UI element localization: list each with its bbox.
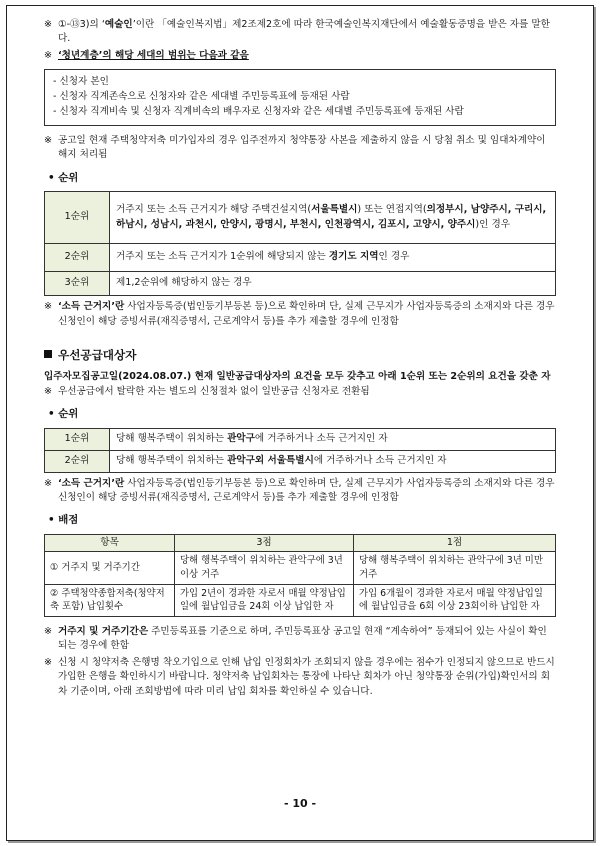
page-number: - 10 - [283, 797, 317, 810]
account-note: ※ 공고일 현재 주택청약저축 미가입자의 경우 입주전까지 청약통장 사본을 제출하지 않을 시 당첨 취소 및 임대차계약이 해지 처리됨 [44, 134, 546, 161]
list-item: - 신청자 직계존속으로 신청자와 같은 세대별 주민등록표에 등재된 사람 [53, 91, 350, 103]
note-mark: ※ [44, 301, 53, 313]
document-body [44, 18, 556, 701]
score-table [44, 534, 556, 617]
table-row: 1순위 거주지 또는 소득 근거지가 해당 주택건설지역(서울특별시) 또는 연접지역(의정부시, 남양주시, 구리시, 하남시, 성남시, 과천시, 안양시, 광명시, 부천시, 인천광역시, 김포시, 고양시, 양주시)인 경우 [45, 192, 556, 244]
transfer-note: ※ 우선공급에서 탈락한 자는 별도의 신청절차 없이 일반공급 신청자로 전환됨 [44, 385, 556, 399]
note-mark: ※ [44, 19, 53, 30]
table-row: 1순위 당해 행복주택이 위치하는 관악구에 거주하거나 소득 근거지인 자 [45, 428, 556, 450]
note-mark: ※ [44, 385, 53, 397]
rank-section-title: • 순위 [48, 171, 79, 184]
priority-condition: 입주자모집공고일(2024.08.07.) 현재 일반공급대상자의 요건을 모두 갖추고 아래 1순위 또는 2순위의 요건을 갖춘 자 [44, 371, 551, 383]
income-base-note: ※ ‘소득 근거지’란 사업자등록증(법인등기부등본 등)으로 확인하며 단, 실제 근무지가 사업자등록증의 소재지와 다른 경우 신청인이 해당 증빙서류(재직증명서, 근로계약서 등)를 추가 제출할 경우에 인정함 [44, 301, 555, 327]
table-row: 2순위 거주지 또는 소득 근거지가 1순위에 해당되지 않는 경기도 지역인 경우 [45, 244, 556, 272]
table-row: 2순위 당해 행복주택이 위치하는 관악구외 서울특별시에 거주하거나 소득 근거지인 자 [45, 450, 556, 472]
rank-table-2 [44, 428, 556, 473]
note-mark: ※ [44, 656, 53, 668]
table-row: ① 거주지 및 거주기간 당해 행복주택이 위치하는 관악구에 3년 이상 거주 당해 행복주택이 위치하는 관악구에 3년 미만 거주 [45, 552, 556, 584]
residence-note: ※ 거주지 및 거주기간은 주민등록표를 기준으로 하며, 주민등록표상 공고일 현재 “계속하여” 등재되어 있는 사실이 확인되는 경우에 한함 [44, 625, 547, 652]
priority-heading: 우선공급대상자 [44, 347, 556, 364]
score-section-title: • 배점 [48, 514, 79, 527]
youth-range-box [44, 69, 556, 126]
note-mark: ※ [44, 625, 53, 637]
note-mark: ※ [44, 49, 53, 61]
note-mark: ※ [44, 477, 53, 489]
rank-section-title: • 순위 [48, 408, 79, 421]
rank-table-1 [44, 191, 556, 296]
square-bullet-icon [44, 350, 52, 358]
income-base-note: ※ ‘소득 근거지’란 사업자등록증(법인등기부등본 등)으로 확인하며 단, 실제 근무지가 사업자등록증의 소재지와 다른 경우 신청인이 해당 증빙서류(재직증명서, 근로계약서 등)를 추가 제출할 경우에 인정함 [44, 477, 555, 504]
list-item: - 신청자 본인 [53, 76, 109, 88]
table-row: ② 주택청약종합저축(청약저축 포함) 납입횟수 가입 2년이 경과한 자로서 매월 약정납입일에 월납입금을 24회 이상 납입한 자 가입 6개월이 경과한 자로서 매월 약정납입일에 월납입금을 6회 이상 23회이하 납입한 자 [45, 584, 556, 616]
artist-definition-note: ※ ①-⑬3)의 ‘예술인’이란 「예술인복지법」제2조제2호에 따라 한국예술인복지재단에서 예술활동증명을 받은 자를 말한다. [44, 19, 550, 45]
table-row: 3순위 제1,2순위에 해당하지 않는 경우 [45, 272, 556, 296]
bank-note: ※ 신청 시 청약저축 은행명 착오기입으로 인해 납입 인정회차가 조회되지 않을 경우에는 점수가 인정되지 않으므로 반드시 가입한 은행을 확인하시기 바랍니다. 청약저축 납입회차는 통장에 나타난 회차가 아닌 청약통장 순위(가입)확인서의 회차 기준이며, 아래 조회방법에 따라 미리 납입 회차를 확인하실 수 있습니다. [44, 656, 555, 697]
list-item: - 신청자 직계비속 및 신청자 직계비속의 배우자로 신청자와 같은 세대별 주민등록표에 등재된 사람 [53, 105, 464, 117]
youth-range-note: ※ ‘청년계층’의 해당 세대의 범위는 다음과 같음 [44, 49, 556, 63]
table-header-row: 항목 3점 1점 [45, 535, 556, 552]
note-mark: ※ [44, 134, 53, 146]
